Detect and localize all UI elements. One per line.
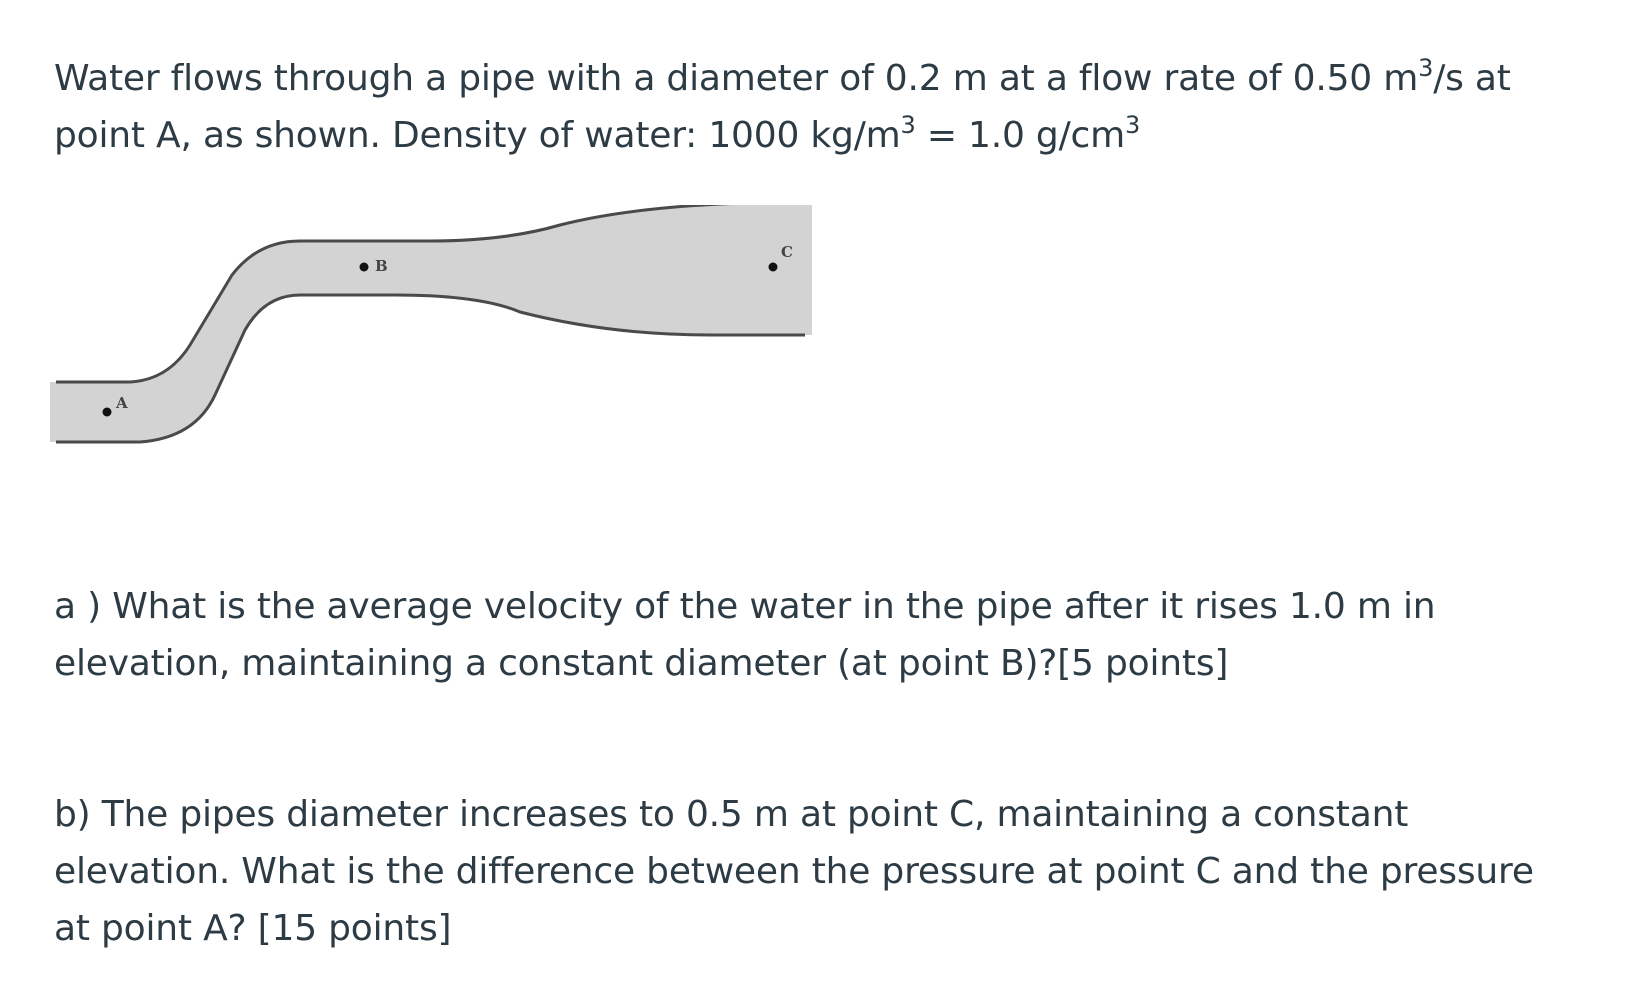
problem-intro <box>54 50 1554 164</box>
intro-line2-equivalence: = 1.0 g/cm <box>915 115 1125 156</box>
question-b: b) The pipes diameter increases to 0.5 m at point C, maintaining a constant elevation. What is the difference between the pressure at point C and the pressure at point A? [15 points] <box>54 794 1534 949</box>
pipe-diagram <box>50 205 870 475</box>
question-a: a ) What is the average velocity of the water in the pipe after it rises 1.0 m in elevation, maintaining a constant diameter (at point B)?[5 points] <box>54 586 1436 684</box>
point-a-dot <box>103 408 112 417</box>
point-c-dot <box>769 263 778 272</box>
point-b-dot <box>360 263 369 272</box>
intro-line2-text: point A, as shown. Density of water: 1000 kg/m <box>54 115 901 156</box>
pipe-diagram-svg <box>50 205 870 475</box>
point-a-label: A <box>116 394 128 412</box>
intro-line2-exponent-2: 3 <box>1124 111 1141 139</box>
point-b-label: B <box>375 257 388 275</box>
intro-line2-exponent: 3 <box>900 111 916 139</box>
intro-line1-text: Water flows through a pipe with a diameter of 0.2 m at a flow rate of 0.50 m <box>54 58 1419 99</box>
intro-line1-exponent: 3 <box>1418 54 1434 82</box>
intro-line1-unit: /s at <box>1433 58 1511 99</box>
point-c-label: C <box>781 243 793 261</box>
